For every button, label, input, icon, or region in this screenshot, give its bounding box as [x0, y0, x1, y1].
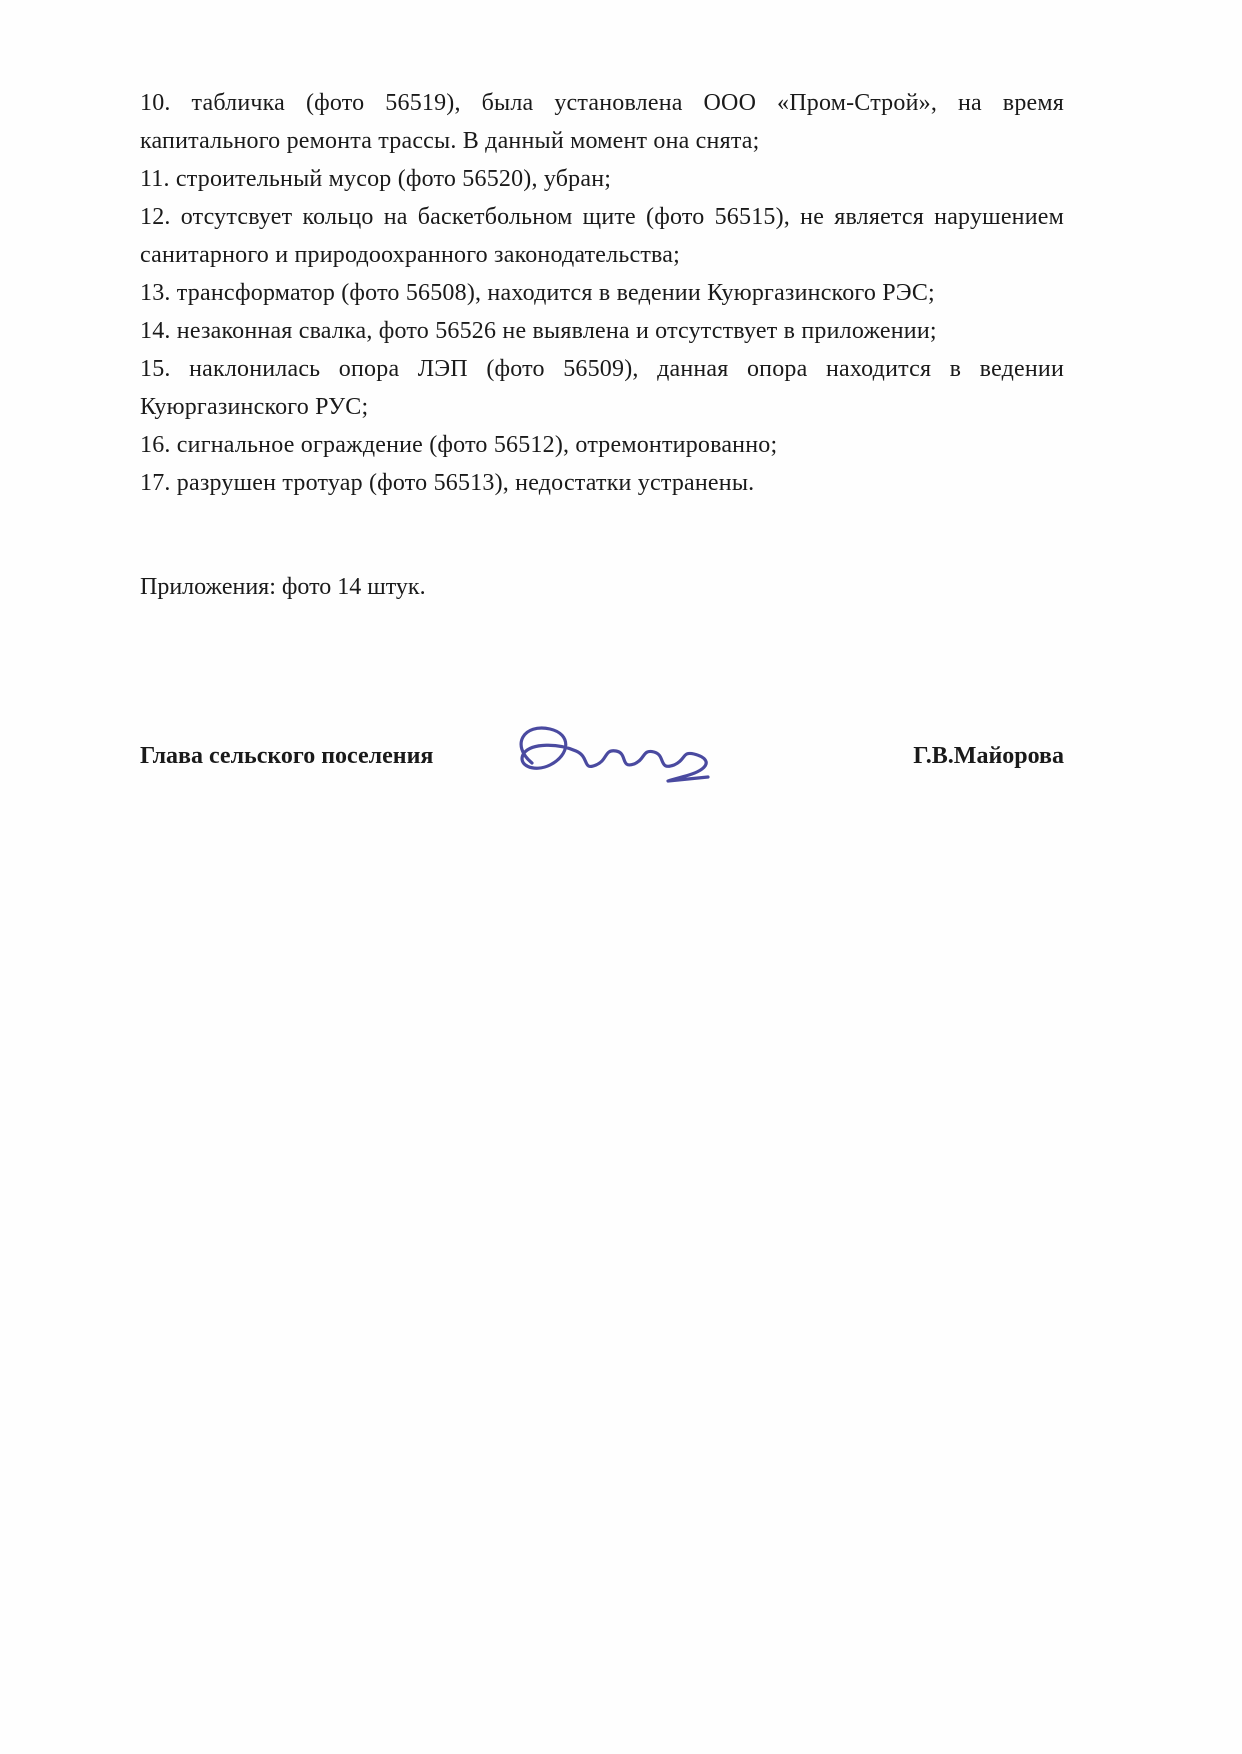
list-item: 11. строительный мусор (фото 56520), убран; [140, 166, 612, 192]
list-item: 12. отсутсвует кольцо на баскетбольном щите (фото 56515), не является нарушением санитарного и природоохранного законодательства; [140, 204, 1064, 268]
list-item: 13. трансформатор (фото 56508), находится в ведении Куюргазинского РЭС; [140, 280, 935, 306]
signature-name: Г.В.Майорова [913, 742, 1064, 769]
list-item: 14. незаконная свалка, фото 56526 не выявлена и отсутствует в приложении; [140, 318, 937, 344]
signature-image [498, 715, 728, 810]
list-item: 16. сигнальное ограждение (фото 56512), отремонтированно; [140, 432, 778, 458]
signature-block [140, 706, 1064, 806]
attachments-note: Приложения: фото 14 штук. [140, 574, 426, 600]
signature-position-label: Глава сельского поселения [140, 742, 434, 769]
list-item: 15. наклонилась опора ЛЭП (фото 56509), данная опора находится в ведении Куюргазинского РУС; [140, 356, 1064, 420]
list-item: 10. табличка (фото 56519), была установлена ООО «Пром-Строй», на время капитального ремонта трассы. В данный момент она снята; [140, 90, 1064, 154]
numbered-list [140, 84, 1064, 502]
list-item: 17. разрушен тротуар (фото 56513), недостатки устранены. [140, 470, 755, 496]
